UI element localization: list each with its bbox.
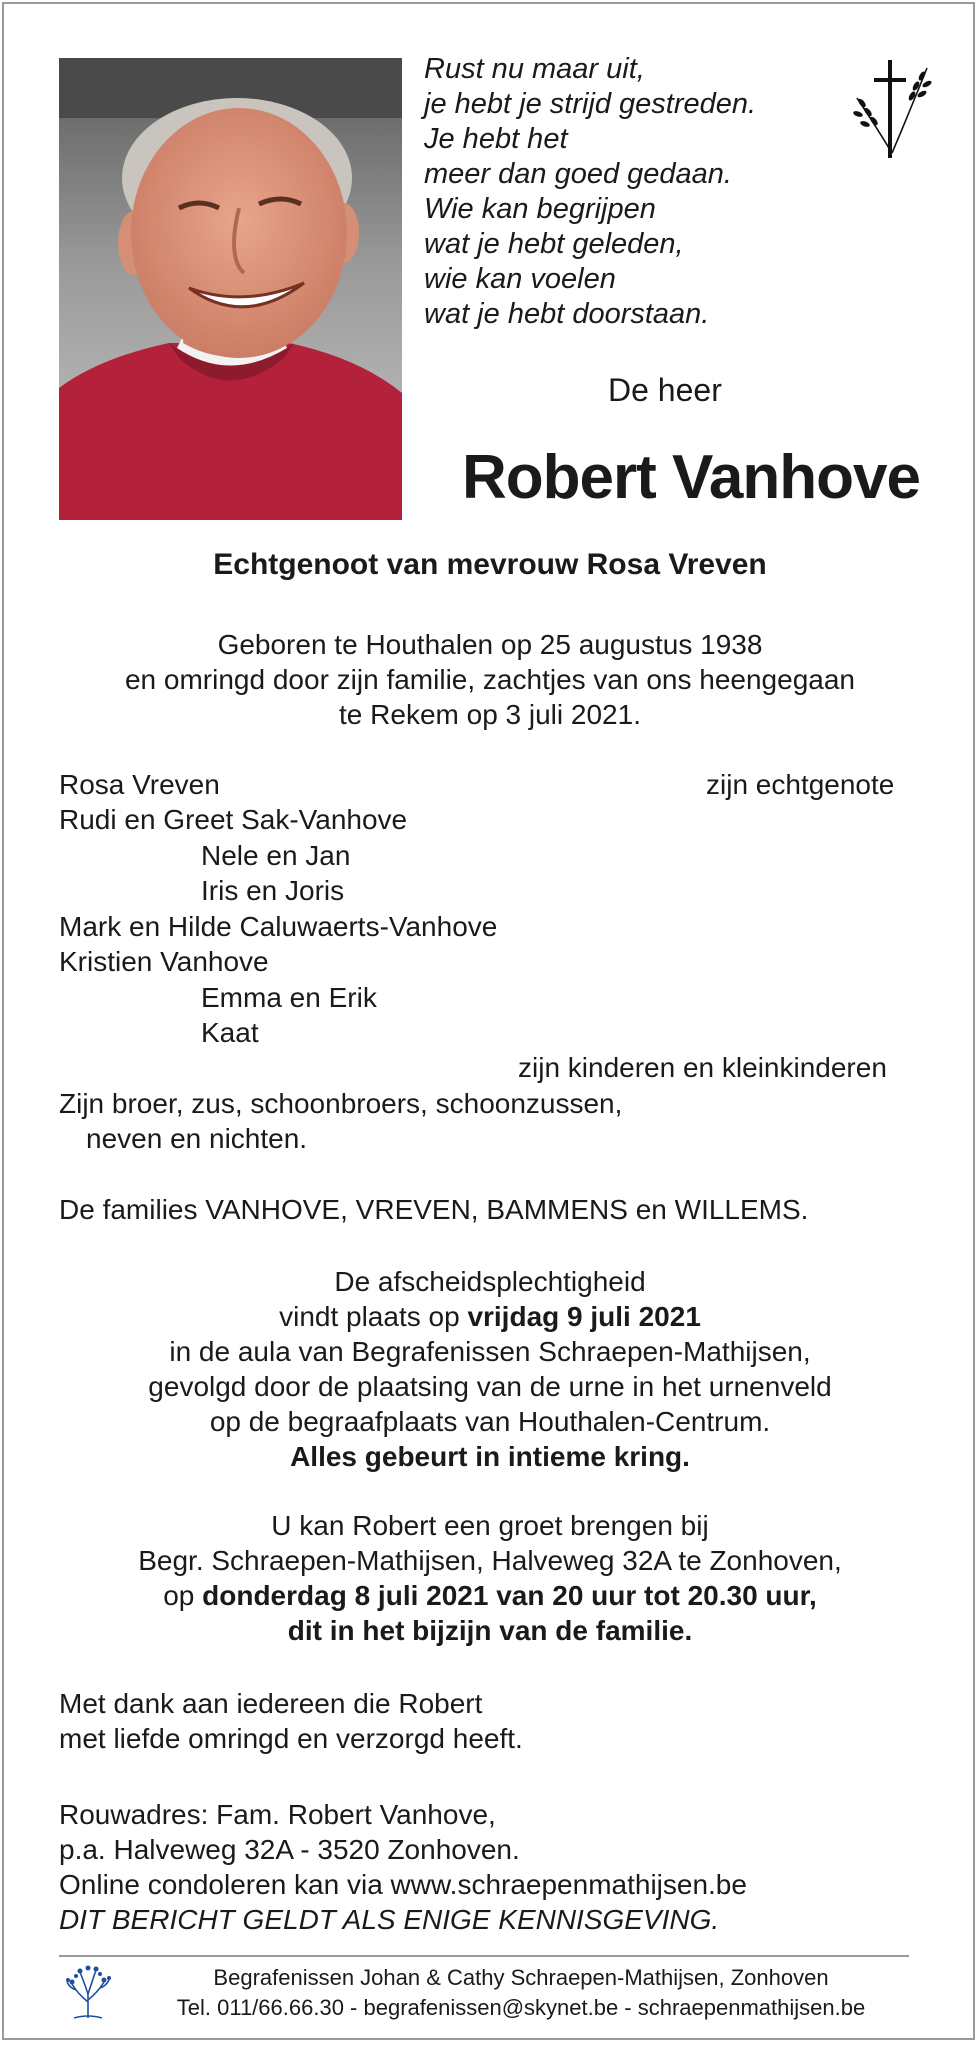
poem-line: je hebt je strijd gestreden. [424,88,757,120]
visit-line: Begr. Schraepen-Mathijsen, Halveweg 32A te Zonhoven, [138,1545,842,1576]
family-member: Kaat [201,1017,259,1048]
address-line: Rouwadres: Fam. Robert Vanhove, [59,1799,496,1830]
notice-line: DIT BERICHT GELDT ALS ENIGE KENNISGEVING. [59,1904,720,1935]
birth-death-info [0,627,980,732]
ceremony-line: op de begraafplaats van Houthalen-Centrum. [209,1406,771,1437]
family-member: Kristien Vanhove [59,946,269,977]
poem-line: meer dan goed gedaan. [424,158,732,190]
ceremony-line [0,1299,980,1334]
ceremony-date: vrijdag 9 juli 2021 [467,1301,701,1332]
family-relatives: neven en nichten. [86,1123,308,1154]
poem [424,52,756,332]
poem-line: wat je hebt geleden, [424,228,684,260]
ceremony-line: De afscheidsplechtigheid [334,1266,646,1297]
ceremony-private-note: Alles gebeurt in intieme kring. [290,1441,690,1472]
visit-line: U kan Robert een groet brengen bij [271,1510,709,1541]
poem-line: wat je hebt doorstaan. [424,298,710,330]
visitation-info [0,1508,980,1648]
honorific: De heer [608,372,722,408]
visit-line [0,1578,980,1613]
visit-line: dit in het bijzijn van de familie. [287,1615,693,1646]
family-names: De families VANHOVE, VREVEN, BAMMENS en WILLEMS. [59,1194,809,1225]
funeral-home-footer [126,1963,916,2023]
deceased-name: Robert Vanhove [462,443,920,512]
poem-line: Rust nu maar uit, [424,53,645,85]
family-member: Nele en Jan [201,840,351,871]
thanks-line: Met dank aan iedereen die Robert [59,1688,483,1719]
family-wife: Rosa Vreven [59,769,220,800]
thanks-note [59,1686,523,1756]
footer-contact: Tel. 011/66.66.30 - begrafenissen@skynet.be - schraepenmathijsen.be [176,1995,866,2020]
family-member: Mark en Hilde Caluwaerts-Vanhove [59,911,498,942]
family-member: Iris en Joris [201,875,345,906]
address-line: Online condoleren kan via www.schraepenmathijsen.be [59,1869,747,1900]
family-relatives: Zijn broer, zus, schoonbroers, schoonzussen, [59,1088,623,1119]
ceremony-text: vindt plaats op [279,1301,468,1332]
address-line: p.a. Halveweg 32A - 3520 Zonhoven. [59,1834,520,1865]
portrait-photo [59,58,402,520]
visit-date: donderdag 8 juli 2021 van 20 uur tot 20.30 uur, [202,1580,817,1611]
family-children-role: zijn kinderen en kleinkinderen [518,1052,887,1083]
thanks-line: met liefde omringd en verzorgd heeft. [59,1723,523,1754]
ceremony-info [0,1264,980,1474]
poem-line: Wie kan begrijpen [424,193,656,225]
cross-icon [852,58,932,160]
poem-line: wie kan voelen [424,263,616,295]
birth-line: en omringd door zijn familie, zachtjes van ons heengegaan [124,664,855,695]
spouse-line: Echtgenoot van mevrouw Rosa Vreven [213,548,767,581]
footer-divider [59,1955,909,1957]
footer-company: Begrafenissen Johan & Cathy Schraepen-Mathijsen, Zonhoven [213,1965,829,1990]
ceremony-line: in de aula van Begrafenissen Schraepen-Mathijsen, [169,1336,811,1367]
tree-logo-icon [64,1962,112,2020]
family-member: Rudi en Greet Sak-Vanhove [59,804,408,835]
birth-line: te Rekem op 3 juli 2021. [339,699,641,730]
mourning-address [59,1797,747,1937]
family-wife-role: zijn echtgenote [706,769,895,800]
visit-text: op [163,1580,203,1611]
ceremony-line: gevolgd door de plaatsing van de urne in het urnenveld [148,1371,832,1402]
poem-line: Je hebt het [424,123,568,155]
family-member: Emma en Erik [201,982,377,1013]
birth-line: Geboren te Houthalen op 25 augustus 1938 [217,629,763,660]
